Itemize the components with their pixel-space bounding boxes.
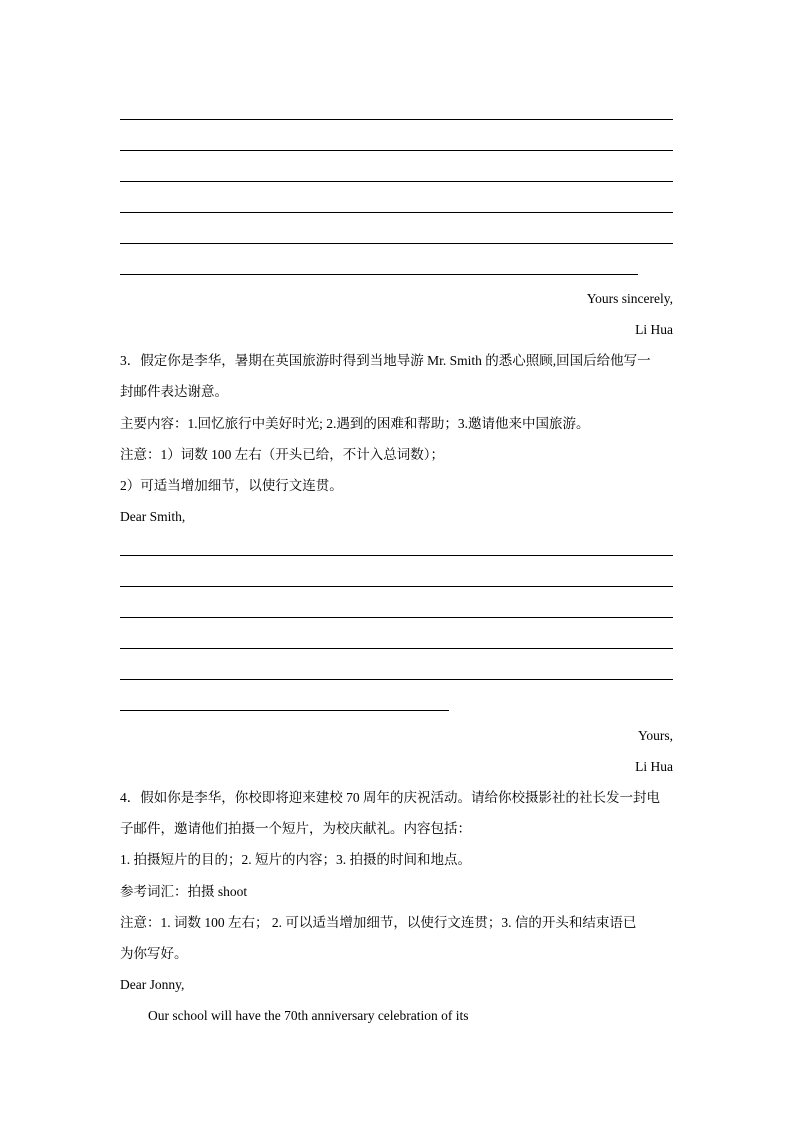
writing-line[interactable] (120, 679, 673, 680)
q4-note-line2: 为你写好。 (120, 946, 188, 961)
q3-signature: Li Hua (635, 759, 673, 774)
q4-vocab: 参考词汇：拍摄 shoot (120, 884, 248, 899)
writing-line[interactable] (120, 212, 673, 213)
q3-note2: 2）可适当增加细节，以使行文连贯。 (120, 478, 343, 493)
writing-line[interactable] (120, 150, 673, 151)
q3-content: 主要内容：1.回忆旅行中美好时光; 2.遇到的困难和帮助；3.邀请他来中国旅游。 (120, 416, 590, 431)
q3-prompt-line2: 封邮件表达谢意。 (120, 384, 228, 399)
writing-line[interactable] (120, 243, 673, 244)
q4-opening: Our school will have the 70th anniversary celebration of its (148, 1008, 469, 1023)
writing-line[interactable] (120, 586, 673, 587)
q4-prompt-line2: 子邮件，邀请他们拍摄一个短片，为校庆献礼。内容包括： (120, 821, 471, 836)
q3-prompt-line1: 3．假定你是李华，暑期在英国旅游时得到当地导游 Mr. Smith 的悉心照顾,回国后给他写一 (120, 353, 651, 368)
q3-note1: 注意：1）词数 100 左右（开头已给，不计入总词数）； (120, 447, 444, 462)
q3-salutation: Dear Smith, (120, 509, 186, 524)
writing-line[interactable] (120, 181, 673, 182)
q4-salutation: Dear Jonny, (120, 977, 185, 992)
q4-prompt-line1: 4．假如你是李华，你校即将迎来建校 70 周年的庆祝活动。请给你校摄影社的社长发一封电 (120, 790, 660, 805)
q4-note-line1: 注意：1. 词数 100 左右； 2. 可以适当增加细节，以使行文连贯；3. 信的开头和结束语已 (120, 915, 637, 930)
q2-signature: Li Hua (635, 322, 673, 337)
writing-line[interactable] (120, 119, 673, 120)
q2-closing: Yours sincerely, (586, 291, 673, 306)
writing-line[interactable] (120, 648, 673, 649)
writing-line[interactable] (120, 555, 673, 556)
writing-line[interactable] (120, 274, 638, 275)
q4-content: 1. 拍摄短片的目的；2. 短片的内容；3. 拍摄的时间和地点。 (120, 852, 471, 867)
writing-line[interactable] (120, 617, 673, 618)
q3-closing: Yours, (637, 728, 673, 743)
writing-line[interactable] (120, 710, 449, 711)
